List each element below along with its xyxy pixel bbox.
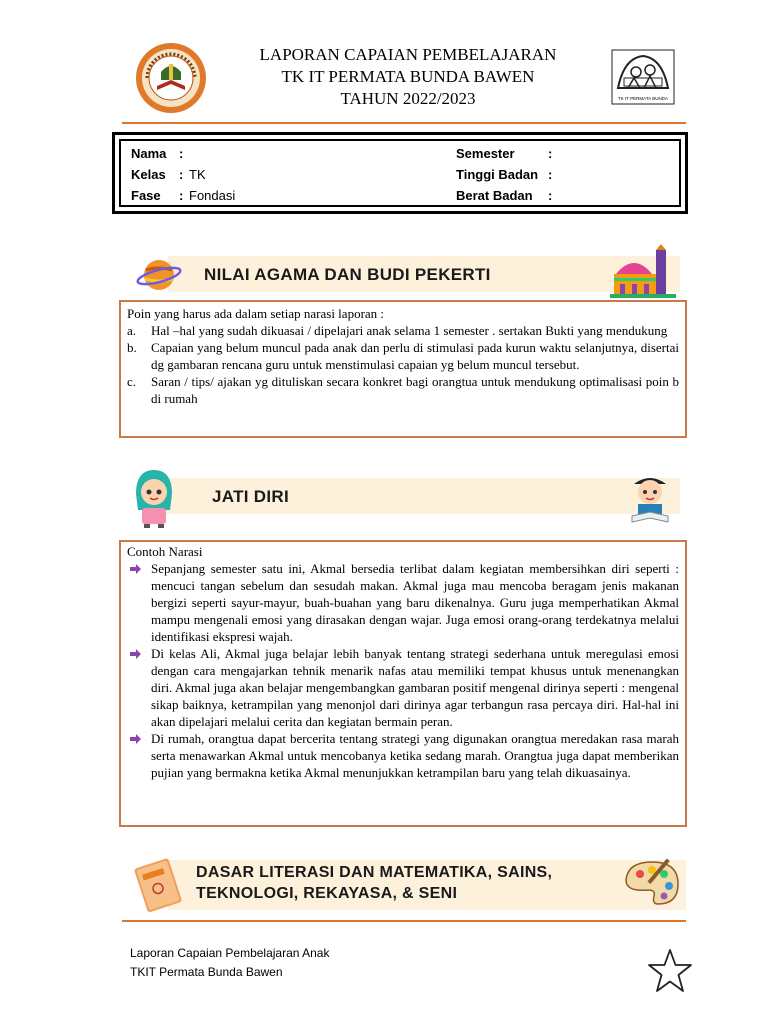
section-banner-agama xyxy=(128,252,680,296)
tinggi-badan-colon: : xyxy=(548,167,553,182)
list-marker: c. xyxy=(127,374,137,389)
semester-label: Semester xyxy=(456,146,515,161)
header-divider xyxy=(122,122,686,124)
list-marker: b. xyxy=(127,340,137,355)
narasi-box-jati-diri xyxy=(119,540,687,827)
footer-divider xyxy=(122,920,686,922)
title-line-2: TK IT PERMATA BUNDA BAWEN xyxy=(281,67,535,86)
title-line-1: LAPORAN CAPAIAN PEMBELAJARAN xyxy=(259,45,557,64)
nama-label: Nama xyxy=(131,146,167,161)
list-text: Saran / tips/ ajakan yg dituliskan secara konkret bagi orangtua untuk mendukung optimalisasi poin b di rumah xyxy=(151,374,679,406)
list-item xyxy=(127,339,679,373)
title-line-3: TAHUN 2022/2023 xyxy=(340,89,476,108)
girl-hijab-icon xyxy=(130,466,178,528)
fase-colon: : xyxy=(179,188,184,203)
list-item xyxy=(127,373,679,407)
section-title-literasi xyxy=(196,862,552,904)
section-title-jati-diri: JATI DIRI xyxy=(212,487,290,506)
arrow-bullet-icon xyxy=(129,563,141,575)
kelas-value: TK xyxy=(189,167,206,182)
berat-badan-label: Berat Badan xyxy=(456,188,533,203)
arrow-bullet-icon xyxy=(129,733,141,745)
list-text: Hal –hal yang sudah dikuasai / dipelajari anak selama 1 semester . sertakan Bukti yang mendukung xyxy=(151,323,668,338)
footer-line-1: Laporan Capaian Pembelajaran Anak xyxy=(130,946,330,960)
paint-palette-icon xyxy=(622,858,682,910)
list-text: Di kelas Ali, Akmal juga belajar lebih banyak tentang strategi sederhana untuk meregulasi emosi dengan cara mengajarkan tehnik menarik nafas atau memiliki tempat khusus untuk menenangkan diri. Akmal juga akan belajar mengembangkan gambaran positif mengenal dirinya seperti : mengenal sikap baiknya, ketrampilan yang menonjol dari dirinya agar terbangun rasa percaya diri. Hal-hal ini akan dipelajari melalui cerita dan kegiatan bermain peran. xyxy=(151,646,679,729)
mosque-icon xyxy=(610,244,676,298)
star-outline-icon xyxy=(646,948,694,994)
fase-label: Fase xyxy=(131,188,161,203)
nama-colon: : xyxy=(179,146,184,161)
berat-badan-colon: : xyxy=(548,188,553,203)
boy-reading-icon xyxy=(622,470,678,524)
arrow-bullet-icon xyxy=(129,648,141,660)
section-banner-literasi xyxy=(128,856,686,914)
science-book-icon xyxy=(130,856,188,914)
list-item xyxy=(127,730,679,781)
report-title xyxy=(200,44,616,110)
contoh-narasi-label: Contoh Narasi xyxy=(127,544,203,559)
list-text: Capaian yang belum muncul pada anak dan perlu di stimulasi pada kurun waktu selanjutnya, disertai dg gambaran rencana guru untuk menstimulasi capaian yg belum muncul tersebut. xyxy=(151,340,679,372)
list-item xyxy=(127,560,679,645)
list-text: Sepanjang semester satu ini, Akmal bersedia terlibat dalam kegiatan membersihkan diri seperti : mencuci tangan sebelum dan sesudah makan. Akmal juga mau mencoba beragam jenis makanan bergizi seperti sayur-mayur, buah-buahan yang baru dikenalnya. Guru juga memperhatikan Akmal mampu mengenali emosi yang dirasakan dengan wajar. Juga emosi orang-orang terdekatnya melalui identifikasi ekspresi wajah. xyxy=(151,561,679,644)
list-item xyxy=(127,322,679,339)
school-emblem-icon xyxy=(135,42,207,114)
section-banner-jati-diri xyxy=(126,474,680,518)
kindergarten-logo-icon xyxy=(610,48,676,106)
title-line-2: TEKNOLOGI, REKAYASA, & SENI xyxy=(196,885,458,902)
list-item xyxy=(127,645,679,730)
narasi-box-agama xyxy=(119,300,687,438)
footer-line-2: TKIT Permata Bunda Bawen xyxy=(130,965,283,979)
list-marker: a. xyxy=(127,323,137,338)
agama-intro: Poin yang harus ada dalam setiap narasi laporan : xyxy=(127,306,385,321)
list-text: Di rumah, orangtua dapat bercerita tentang strategi yang digunakan orangtua meredakan rasa marah serta menawarkan Akmal untuk mencobanya ketika sedang marah. Orangtua juga dapat memberikan pujian yang bermakna ketika Akmal menunjukkan ketrampilan baru yang telah dikuasainya. xyxy=(151,731,679,780)
student-info-box xyxy=(112,132,688,214)
kelas-label: Kelas xyxy=(131,167,166,182)
logo-caption: TK IT PERMATA BUNDA xyxy=(617,96,668,101)
semester-colon: : xyxy=(548,146,553,161)
page-footer xyxy=(130,944,329,982)
fase-value: Fondasi xyxy=(189,188,236,203)
planet-icon xyxy=(136,252,182,298)
tinggi-badan-label: Tinggi Badan xyxy=(456,167,539,182)
section-title-agama: NILAI AGAMA DAN BUDI PEKERTI xyxy=(204,265,491,284)
kelas-colon: : xyxy=(179,167,184,182)
title-line-1: DASAR LITERASI DAN MATEMATIKA, SAINS, xyxy=(196,864,553,881)
